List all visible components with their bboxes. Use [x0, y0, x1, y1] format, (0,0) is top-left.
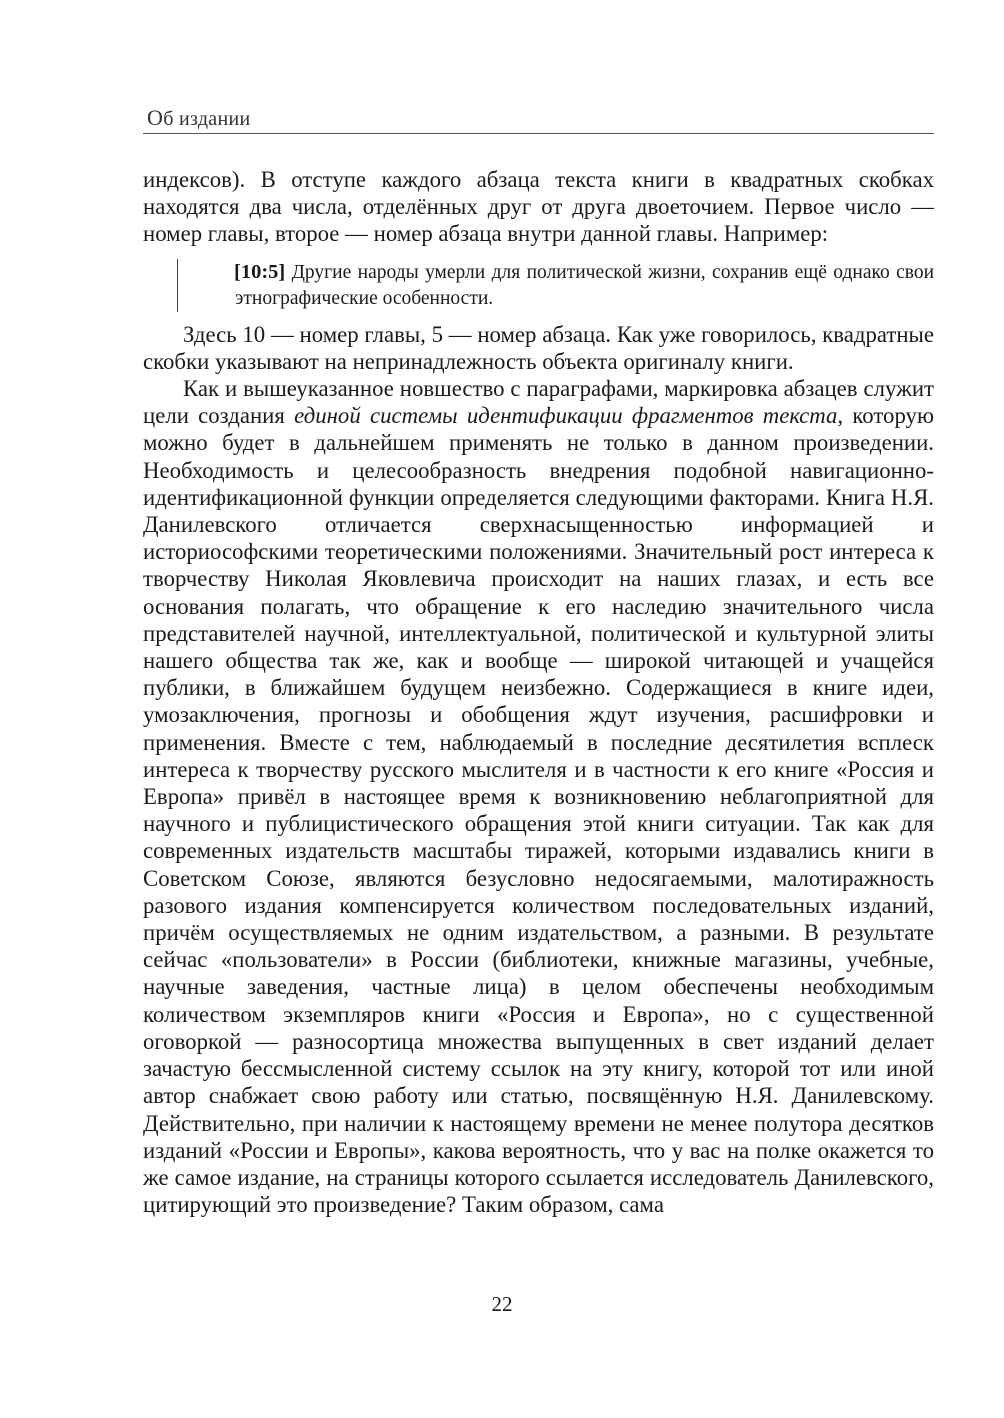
paragraph-2-start: Как и вышеуказанное новшество с параграфами, маркировка абзацев служит цели создания — [143, 376, 934, 429]
paragraph-1: Здесь 10 — номер главы, 5 — номер абзаца. Как уже говорилось, квадратные скобки указывают на непринадлежность объекта оригиналу книги. — [143, 321, 934, 374]
quote-text: Другие народы умерли для политической жизни, сохранив ещё однако свои этнографические особенности. — [235, 261, 935, 309]
body-text — [143, 166, 934, 1218]
quote-reference: [10:5] — [234, 260, 286, 283]
paragraph-2-emphasis: единой системы идентификации фрагментов текста — [294, 403, 838, 429]
intro-paragraph: индексов). В отступе каждого абзаца текста книги в квадратных скобках находятся два числа, отделённых друг от друга двоеточием. Первое число — номер главы, второе — номер абзаца внутри данной главы. Например: — [143, 167, 934, 247]
header-title-rest: б издании — [163, 108, 251, 130]
running-header — [143, 104, 934, 134]
header-title — [143, 104, 934, 133]
paragraph-2 — [143, 375, 934, 1218]
paragraph-2-rest: , которую можно будет в дальнейшем применять не только в данном произведении. Необходимость и целесообразность внедрения подобной навигационно-идентификационной функции определяется следующими факторами. Книга Н.Я. Данилевского отличается сверхнасыщенностью информацией и историософскими теоретическими положениями. Значительный рост интереса к творчеству Николая Яковлевича происходит на наших глазах, и есть все основания полагать, что обращение к его наследию значительного числа представителей научной, интеллектуальной, политической и культурной элиты нашего общества так же, как и вообще — широкой читающей и учащейся публики, в ближайшем будущем неизбежно. Содержащиеся в книге идеи, умозаключения, прогнозы и обобщения ждут изучения, расшифровки и применения. Вместе с тем, наблюдаемый в последние десятилетия всплеск интереса к творчеству русского мыслителя и в частности к его книге «Россия и Европа» привёл в настоящее время к возникновению неблагоприятной для научного и публицистического обращения этой книги ситуации. Так как для современных издательств масштабы тиражей, которыми издавались книги в Советском Союзе, являются безусловно недосягаемыми, малотиражность разового издания компенсируется количеством последовательных изданий, причём осуществляемых не одним издательством, а разными. В результате сейчас «пользователи» в России (библиотеки, книжные магазины, учебные, научные заведения, частные лица) в целом обеспечены необходимым количеством экземпляров книги «Россия и Европа», но с существенной оговоркой — разносортица множества выпущенных в свет изданий делает зачастую бессмысленной систему ссылок на эту книгу, которой тот или иной автор снабжает свою работу или статью, посвящённую Н.Я. Данилевскому. Действительно, при наличии к настоящему времени не менее полутора десятков изданий «России и Европы», какова вероятность, что у вас на полке окажется то же самое издание, на страницы которого ссылается исследователь Данилевского, цитирующий это произведение? Таким образом, сама — [143, 403, 934, 1218]
page-number: 22 — [491, 1292, 513, 1316]
quote-block — [177, 259, 934, 312]
header-rule — [143, 133, 934, 134]
header-title-capital: О — [147, 105, 164, 130]
